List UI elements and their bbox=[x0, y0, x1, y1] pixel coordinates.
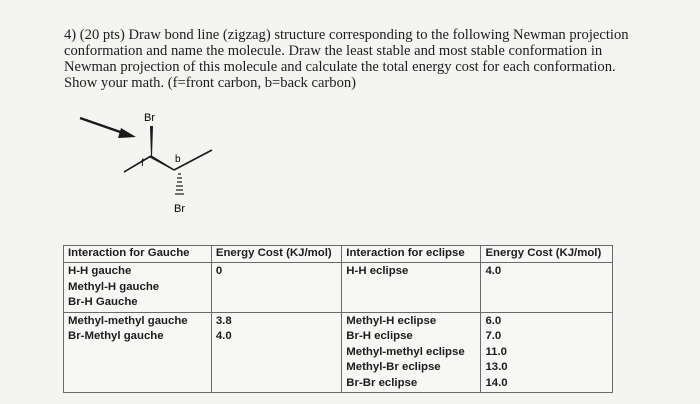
eclipse-cost-cell bbox=[481, 312, 613, 393]
eclipse-item: Br-H eclipse bbox=[346, 330, 413, 342]
hash-bond-bottom bbox=[175, 174, 184, 194]
wedge-bond-top bbox=[150, 126, 153, 157]
gauche-cost-cell bbox=[211, 263, 341, 313]
front-carbon-label: f bbox=[141, 158, 144, 169]
gauche-cost: 3.8 bbox=[215, 314, 232, 327]
eclipse-cost: 11.0 bbox=[485, 345, 507, 358]
eclipse-cost: 4.0 bbox=[485, 265, 502, 277]
eclipse-cell bbox=[342, 312, 481, 393]
header-eclipse-cost: Energy Cost (KJ/mol) bbox=[481, 246, 613, 263]
eclipse-item: Methyl-methyl eclipse bbox=[346, 345, 465, 358]
gauche-item: Methyl-H gauche bbox=[68, 280, 160, 293]
eclipse-cost: 13.0 bbox=[485, 361, 508, 373]
question-line: Show your math. (f=front carbon, b=back carbon) bbox=[64, 75, 357, 91]
back-carbon-label: b bbox=[175, 154, 181, 165]
table-row bbox=[64, 312, 613, 393]
pointer-arrow bbox=[80, 118, 136, 138]
gauche-item: Br-H Gauche bbox=[68, 296, 138, 308]
eclipse-item: H-H eclipse bbox=[346, 265, 409, 277]
eclipse-item: Methyl-H eclipse bbox=[346, 314, 437, 327]
gauche-cell bbox=[64, 312, 212, 393]
eclipse-item: Br-Br eclipse bbox=[346, 376, 418, 389]
gauche-cost: 4.0 bbox=[215, 330, 232, 342]
gauche-item: Methyl-methyl gauche bbox=[68, 314, 188, 327]
header-eclipse-interaction: Interaction for eclipse bbox=[342, 246, 481, 263]
eclipse-cost-cell bbox=[481, 263, 613, 313]
question-line: conformation and name the molecule. Draw the least stable and most stable conformation in bbox=[64, 43, 603, 59]
eclipse-cost: 7.0 bbox=[485, 330, 502, 342]
eclipse-cost: 14.0 bbox=[485, 376, 508, 389]
gauche-cost-cell bbox=[211, 312, 341, 393]
table-row bbox=[64, 263, 613, 313]
back-bond-left bbox=[150, 157, 174, 170]
eclipse-item: Methyl-Br eclipse bbox=[346, 361, 441, 373]
gauche-item: Br-Methyl gauche bbox=[68, 330, 164, 342]
br-bottom-label: Br bbox=[174, 203, 185, 215]
eclipse-cell bbox=[342, 263, 481, 313]
question-line: Newman projection of this molecule and calculate the total energy cost for each conformation. bbox=[64, 59, 616, 75]
energy-cost-table bbox=[63, 245, 613, 393]
front-bond-left bbox=[124, 156, 151, 172]
gauche-item: H-H gauche bbox=[68, 265, 132, 277]
table-header-row bbox=[64, 246, 613, 263]
header-gauche-cost: Energy Cost (KJ/mol) bbox=[211, 246, 341, 263]
question-line: 4) (20 pts) Draw bond line (zigzag) structure corresponding to the following Newman projection bbox=[64, 27, 629, 43]
br-top-label: Br bbox=[144, 112, 155, 124]
header-gauche-interaction: Interaction for Gauche bbox=[64, 246, 212, 263]
gauche-cell bbox=[64, 263, 212, 313]
gauche-cost: 0 bbox=[215, 265, 223, 277]
eclipse-cost: 6.0 bbox=[485, 314, 502, 327]
